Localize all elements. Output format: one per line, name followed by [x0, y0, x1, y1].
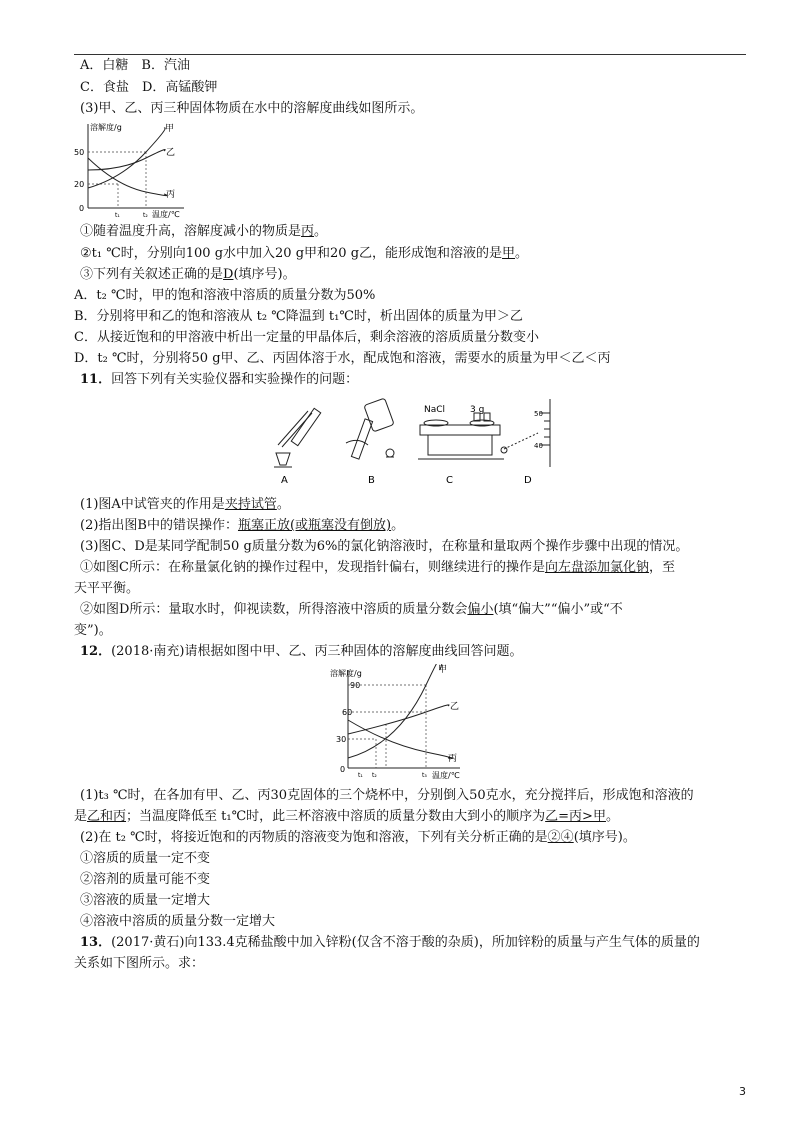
svg-text:NaCl: NaCl — [424, 405, 446, 415]
option-line: ③溶液的质量一定增大 — [80, 893, 211, 908]
option-line: ④溶液中溶质的质量分数一定增大 — [80, 914, 276, 929]
svg-text:50: 50 — [534, 410, 543, 418]
option-line: ②溶剂的质量可能不变 — [80, 872, 211, 887]
fig-c-balance — [418, 413, 504, 459]
option-line: ①溶质的质量一定不变 — [80, 851, 211, 866]
question-line: 12．(2018·南充)请根据如图中甲、乙、丙三种固体的溶解度曲线回答问题。 — [80, 644, 523, 659]
svg-text:C: C — [446, 475, 453, 486]
svg-text:t₁: t₁ — [115, 212, 120, 219]
question-line: 13．(2017·黄石)向133.4克稀盐酸中加入锌粉(仅含不溶于酸的杂质)，所加锌粉的质量与产生气体的质量的 — [80, 935, 700, 950]
question-line: 关系如下图所示。求： — [74, 956, 205, 971]
page-number: 3 — [739, 1085, 746, 1098]
svg-text:A: A — [281, 475, 288, 486]
svg-text:B: B — [368, 475, 375, 486]
answer-line: 天平平衡。 — [74, 581, 140, 596]
svg-text:乙: 乙 — [166, 148, 176, 158]
svg-text:D: D — [524, 475, 532, 486]
series-jia — [88, 128, 165, 188]
svg-text:t₂: t₂ — [143, 212, 148, 219]
question-line: (3)图C、D是某同学配制50 g质量分数为6%的氯化钠溶液时，在称量和量取两个操作步骤中出现的情况。 — [80, 539, 689, 554]
option-line: A．t₂ ℃时，甲的饱和溶液中溶质的质量分数为50% — [74, 288, 376, 303]
fig-b-reagent-bottle — [346, 398, 394, 459]
answer-line: ①如图C所示：在称量氯化钠的操作过程中，发现指针偏右，则继续进行的操作是向左盘添加氯化钠，至 — [80, 560, 675, 575]
svg-text:t₂: t₂ — [372, 772, 377, 779]
answer-line: (2)在 t₂ ℃时，将接近饱和的丙物质的溶液变为饱和溶液，下列有关分析正确的是②④(填序号)。 — [80, 830, 636, 845]
answer-line: ②如图D所示：量取水时，仰视读数，所得溶液中溶质的质量分数会偏小(填“偏大”“偏小”或“不 — [80, 602, 623, 617]
svg-text:温度/℃: 温度/℃ — [432, 771, 460, 780]
svg-text:3 g: 3 g — [470, 405, 485, 415]
option-line: D．t₂ ℃时，分别将50 g甲、乙、丙固体溶于水，配成饱和溶液，需要水的质量为甲＜乙＜丙 — [74, 351, 611, 366]
chart2-ytick: 30 — [336, 735, 347, 744]
series-bing — [88, 158, 167, 196]
fig-a-test-tube-holder — [274, 408, 321, 467]
question-line: (3)甲、乙、丙三种固体物质在水中的溶解度曲线如图所示。 — [80, 101, 424, 116]
svg-text:丙: 丙 — [448, 754, 458, 764]
header-rule — [74, 54, 746, 55]
series-yi — [348, 705, 449, 734]
chart2-ylabel: 溶解度/g — [330, 669, 362, 678]
chart1-ytick: 20 — [74, 180, 85, 189]
answer-line: 变”)。 — [74, 623, 112, 638]
solubility-chart-1 — [72, 118, 190, 222]
answer-line: ②t₁ ℃时，分别向100 g水中加入20 g甲和20 g乙，能形成饱和溶液的是甲。 — [80, 246, 529, 261]
answer-line: ③下列有关叙述正确的是D(填序号)。 — [80, 267, 296, 282]
answer-line: ①随着温度升高，溶解度减小的物质是丙。 — [80, 224, 328, 239]
lab-apparatus-figure — [268, 393, 558, 488]
answer-line: (2)指出图B中的错误操作：瓶塞正放(或瓶塞没有倒放)。 — [80, 518, 405, 533]
svg-text:甲: 甲 — [438, 665, 448, 675]
chart2-ytick: 0 — [340, 765, 346, 774]
option-line: C．食盐 D．高锰酸钾 — [80, 80, 218, 95]
chart1-ytick: 0 — [79, 204, 85, 213]
option-line: C．从接近饱和的甲溶液中析出一定量的甲晶体后，剩余溶液的溶质质量分数变小 — [74, 330, 539, 345]
series-yi — [88, 150, 165, 170]
svg-text:温度/℃: 温度/℃ — [152, 210, 180, 219]
chart2-ytick: 60 — [342, 708, 353, 717]
svg-text:t₁: t₁ — [358, 772, 363, 779]
svg-text:丙: 丙 — [166, 190, 176, 200]
chart1-ytick: 50 — [74, 148, 85, 157]
solubility-chart-2 — [328, 664, 466, 782]
question-line: 11．回答下列有关实验仪器和实验操作的问题： — [80, 372, 359, 387]
svg-text:甲: 甲 — [165, 124, 175, 134]
answer-line: (1)t₃ ℃时，在各加有甲、乙、丙30克固体的三个烧杯中，分别倒入50克水，充分搅拌后，形成饱和溶液的 — [80, 788, 694, 803]
svg-text:乙: 乙 — [450, 702, 460, 712]
answer-line: (1)图A中试管夹的作用是夹持试管。 — [80, 497, 290, 512]
svg-text:40: 40 — [534, 442, 543, 450]
chart1-ylabel: 溶解度/g — [90, 123, 122, 132]
chart2-ytick: 90 — [350, 681, 361, 690]
option-line: B．分别将甲和乙的饱和溶液从 t₂ ℃降温到 t₁℃时，析出固体的质量为甲＞乙 — [74, 309, 523, 324]
answer-line: 是乙和丙；当温度降低至 t₁℃时，此三杯溶液中溶质的质量分数由大到小的顺序为乙=丙>甲。 — [74, 809, 619, 824]
option-line: A．白糖 B．汽油 — [80, 58, 190, 73]
svg-text:t₃: t₃ — [422, 772, 427, 779]
